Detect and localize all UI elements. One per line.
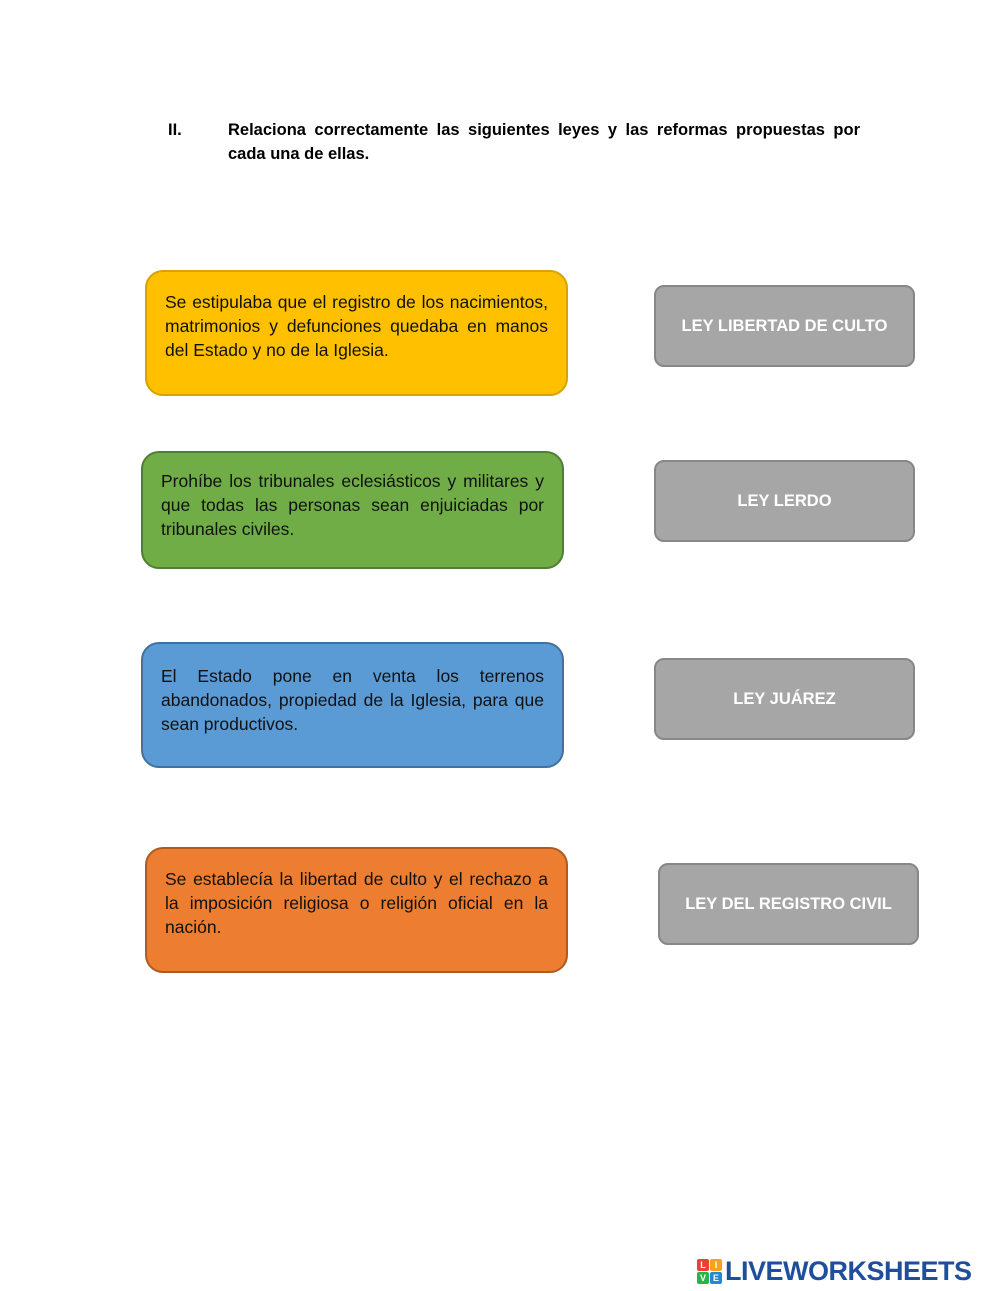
law-box-libertad-de-culto[interactable]: LEY LIBERTAD DE CULTO [654,285,915,367]
liveworksheets-brand [697,1256,972,1287]
instruction-text: Relaciona correctamente las siguientes leyes y las reformas propuestas por cada una de ellas. [228,121,860,163]
instruction [168,118,860,166]
law-box-lerdo[interactable]: LEY LERDO [654,460,915,542]
law-box-juarez[interactable]: LEY JUÁREZ [654,658,915,740]
logo-tile: I [710,1259,722,1271]
description-box-registro[interactable] [145,270,568,396]
description-text: Se estipulaba que el registro de los nacimientos, matrimonios y defunciones quedaba en manos del Estado y no de la Iglesia. [165,292,548,360]
logo-tile: V [697,1272,709,1284]
logo-tile: L [697,1259,709,1271]
liveworksheets-logo-icon [697,1259,722,1284]
description-box-terrenos[interactable] [141,642,564,768]
description-box-tribunales[interactable] [141,451,564,569]
brand-name: LIVEWORKSHEETS [725,1256,972,1286]
logo-tile: E [710,1272,722,1284]
description-text: El Estado pone en venta los terrenos abandonados, propiedad de la Iglesia, para que sean productivos. [161,666,544,734]
description-text: Se establecía la libertad de culto y el rechazo a la imposición religiosa o religión oficial en la nación. [165,869,548,937]
law-box-registro-civil[interactable]: LEY DEL REGISTRO CIVIL [658,863,919,945]
description-box-culto[interactable] [145,847,568,973]
description-text: Prohíbe los tribunales eclesiásticos y militares y que todas las personas sean enjuiciadas por tribunales civiles. [161,471,544,539]
instruction-number: II. [168,121,182,139]
